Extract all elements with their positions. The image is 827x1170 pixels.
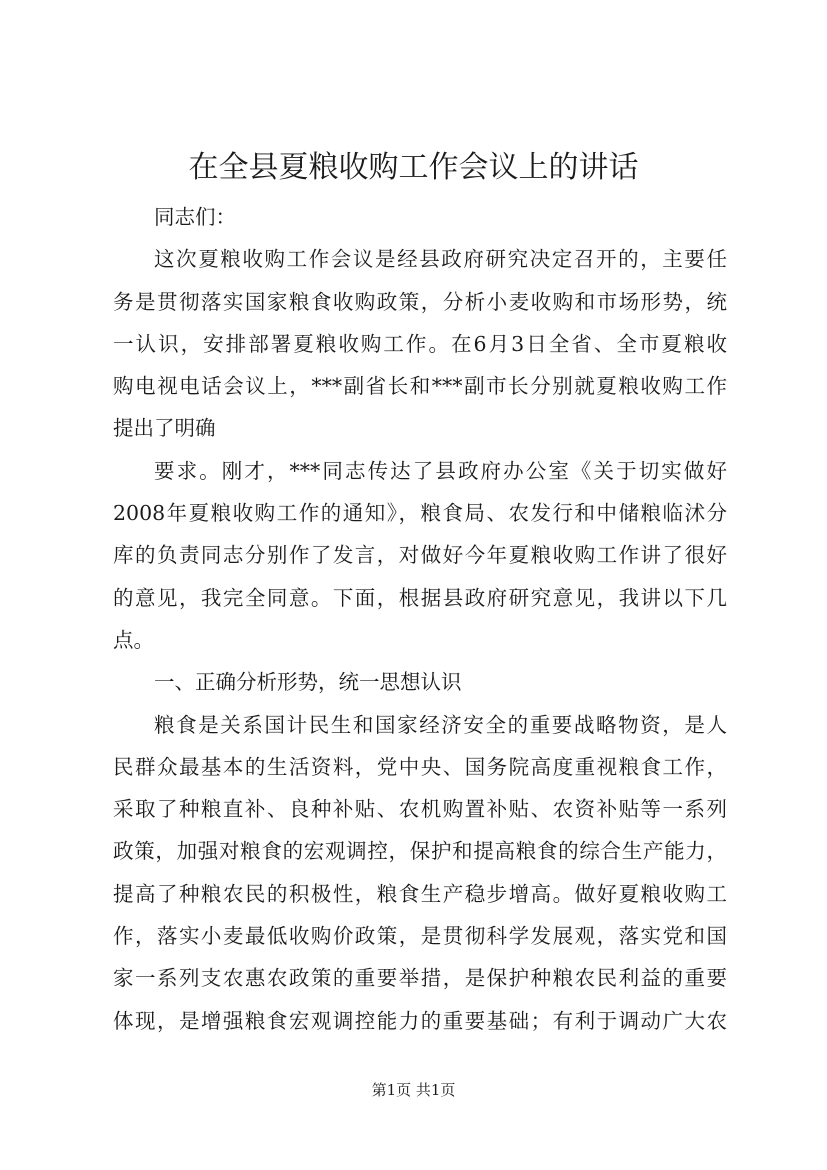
document-title: 在全县夏粮收购工作会议上的讲话 xyxy=(188,150,639,185)
text-line: 这次夏粮收购工作会议是经县政府研究决定召开的，主要任 xyxy=(154,247,727,272)
text-line: 一认识，安排部署夏粮收购工作。在6月3日全省、全市夏粮收 xyxy=(113,331,727,356)
text-line: 库的负责同志分别作了发言，对做好今年夏粮收购工作讲了很好 xyxy=(113,543,727,568)
text-line: 采取了种粮直补、良种补贴、农机购置补贴、农资补贴等一系列 xyxy=(113,797,727,822)
text-line: 购电视电话会议上，***副省长和***副市长分别就夏粮收购工作 xyxy=(113,374,727,399)
text-line: 提出了明确 xyxy=(113,416,216,441)
text-line: 提高了种粮农民的积极性，粮食生产稳步增高。做好夏粮收购工 xyxy=(113,881,727,906)
text-line: 作，落实小麦最低收购价政策，是贯彻科学发展观，落实党和国 xyxy=(113,924,727,949)
text-line: 2008年夏粮收购工作的通知》，粮食局、农发行和中储粮临沭分 xyxy=(113,501,727,526)
text-line: 同志们： xyxy=(154,205,236,229)
text-line: 的意见，我完全同意。下面，根据县政府研究意见，我讲以下几 xyxy=(113,585,727,610)
text-line: 体现，是增强粮食宏观调控能力的重要基础；有利于调动广大农 xyxy=(113,1008,727,1033)
text-line: 政策，加强对粮食的宏观调控，保护和提高粮食的综合生产能力， xyxy=(113,839,727,864)
text-line: 点。 xyxy=(113,627,154,652)
document-body xyxy=(113,196,727,1042)
text-line: 务是贯彻落实国家粮食收购政策，分析小麦收购和市场形势，统 xyxy=(113,289,727,314)
text-line: 一、正确分析形势，统一思想认识 xyxy=(154,670,462,695)
text-line: 粮食是关系国计民生和国家经济安全的重要战略物资，是人 xyxy=(154,712,727,737)
page-footer: 第1页 共1页 xyxy=(371,1081,456,1099)
text-line: 家一系列支农惠农政策的重要举措，是保护种粮农民利益的重要 xyxy=(113,966,727,991)
text-line: 民群众最基本的生活资料，党中央、国务院高度重视粮食工作， xyxy=(113,754,727,779)
text-line: 要求。刚才，***同志传达了县政府办公室《关于切实做好 xyxy=(154,458,727,483)
